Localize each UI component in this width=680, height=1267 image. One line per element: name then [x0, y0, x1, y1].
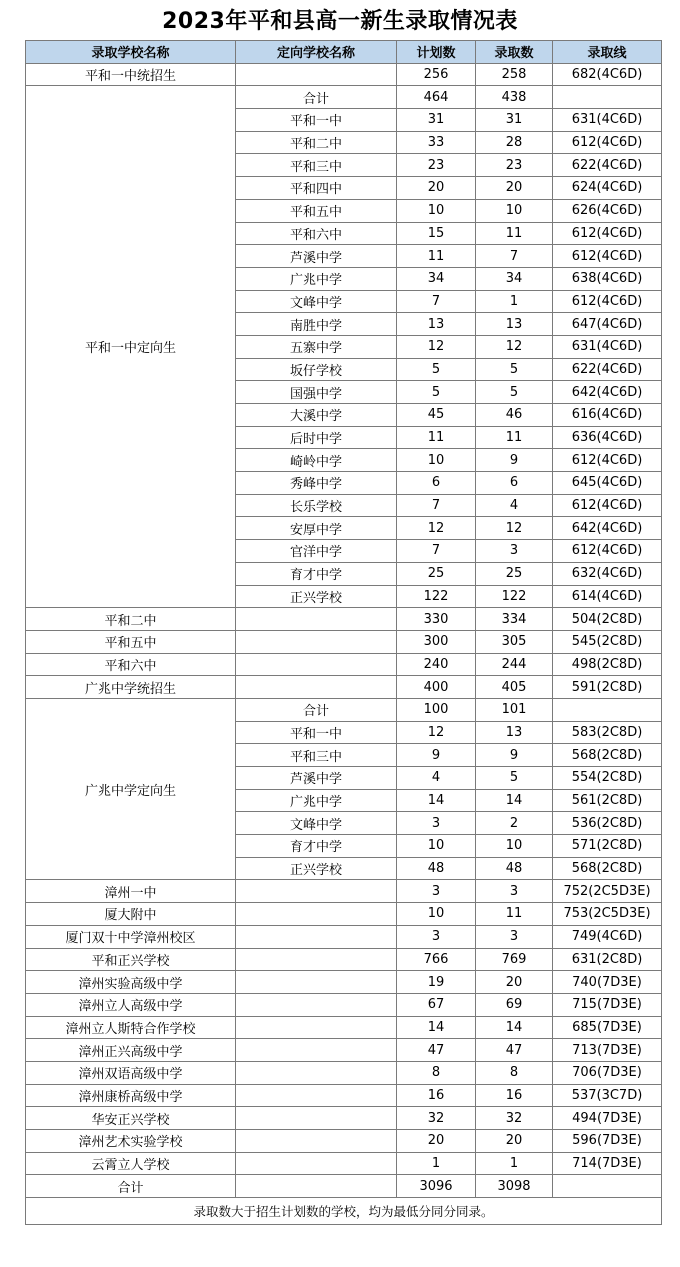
cell-cutoff: 583(2C8D) [553, 721, 662, 744]
cell-plan: 19 [397, 971, 476, 994]
cell-directed-school: 广兆中学 [236, 267, 397, 290]
cell-plan: 10 [397, 835, 476, 858]
cell-admitted: 48 [476, 857, 553, 880]
cell-plan: 100 [397, 698, 476, 721]
cell-admitted: 69 [476, 993, 553, 1016]
cell-admitted: 3098 [476, 1175, 553, 1198]
cell-plan: 13 [397, 313, 476, 336]
cell-cutoff: 596(7D3E) [553, 1130, 662, 1153]
table-row [26, 971, 662, 994]
table-row [26, 1130, 662, 1153]
cell-admitted: 5 [476, 358, 553, 381]
cell-school-name: 漳州立人高级中学 [26, 993, 236, 1016]
cell-directed-school [236, 948, 397, 971]
cell-cutoff: 536(2C8D) [553, 812, 662, 835]
cell-school-name: 平和一中统招生 [26, 63, 236, 86]
column-header-admitted: 录取数 [476, 41, 553, 64]
cell-admitted: 10 [476, 199, 553, 222]
table-header-row [26, 41, 662, 64]
cell-cutoff: 642(4C6D) [553, 381, 662, 404]
table-row [26, 63, 662, 86]
cell-plan: 14 [397, 789, 476, 812]
cell-directed-school [236, 1061, 397, 1084]
cell-directed-school [236, 676, 397, 699]
cell-plan: 31 [397, 109, 476, 132]
table-row [26, 948, 662, 971]
cell-directed-school [236, 1175, 397, 1198]
cell-directed-school: 平和四中 [236, 177, 397, 200]
cell-cutoff: 616(4C6D) [553, 404, 662, 427]
table-row [26, 1152, 662, 1175]
cell-admitted: 3 [476, 880, 553, 903]
table-row [26, 630, 662, 653]
cell-school-name: 漳州一中 [26, 880, 236, 903]
table-row [26, 676, 662, 699]
cell-plan: 67 [397, 993, 476, 1016]
table-row [26, 1084, 662, 1107]
cell-admitted: 34 [476, 267, 553, 290]
cell-directed-school [236, 653, 397, 676]
cell-cutoff: 561(2C8D) [553, 789, 662, 812]
cell-cutoff: 591(2C8D) [553, 676, 662, 699]
cell-admitted: 122 [476, 585, 553, 608]
cell-admitted: 1 [476, 290, 553, 313]
cell-directed-school: 后时中学 [236, 426, 397, 449]
cell-cutoff: 612(4C6D) [553, 222, 662, 245]
cell-cutoff: 612(4C6D) [553, 131, 662, 154]
cell-school-name: 平和一中定向生 [26, 86, 236, 608]
cell-admitted: 244 [476, 653, 553, 676]
footnote: 录取数大于招生计划数的学校，均为最低分同分同录。 [26, 1198, 662, 1225]
cell-cutoff: 545(2C8D) [553, 630, 662, 653]
cell-cutoff: 568(2C8D) [553, 857, 662, 880]
cell-admitted: 31 [476, 109, 553, 132]
cell-school-name: 平和二中 [26, 608, 236, 631]
cell-school-name: 漳州艺术实验学校 [26, 1130, 236, 1153]
column-header-school: 录取学校名称 [26, 41, 236, 64]
cell-cutoff: 753(2C5D3E) [553, 903, 662, 926]
cell-admitted: 1 [476, 1152, 553, 1175]
cell-plan: 5 [397, 358, 476, 381]
cell-cutoff: 494(7D3E) [553, 1107, 662, 1130]
cell-directed-school [236, 1152, 397, 1175]
cell-directed-school: 安厚中学 [236, 517, 397, 540]
cell-plan: 8 [397, 1061, 476, 1084]
cell-admitted: 7 [476, 245, 553, 268]
admission-table [25, 40, 662, 1225]
cell-plan: 10 [397, 449, 476, 472]
cell-admitted: 405 [476, 676, 553, 699]
cell-directed-school: 大溪中学 [236, 404, 397, 427]
cell-cutoff: 622(4C6D) [553, 358, 662, 381]
cell-directed-school: 芦溪中学 [236, 245, 397, 268]
cell-school-name: 平和正兴学校 [26, 948, 236, 971]
cell-directed-school [236, 1084, 397, 1107]
cell-admitted: 4 [476, 494, 553, 517]
note-row [26, 1198, 662, 1225]
cell-plan: 7 [397, 494, 476, 517]
cell-plan: 12 [397, 517, 476, 540]
cell-school-name: 漳州双语高级中学 [26, 1061, 236, 1084]
cell-admitted: 12 [476, 335, 553, 358]
column-header-cutoff: 录取线 [553, 41, 662, 64]
cell-admitted: 11 [476, 903, 553, 926]
cell-plan: 7 [397, 540, 476, 563]
cell-plan: 15 [397, 222, 476, 245]
cell-directed-school: 芦溪中学 [236, 767, 397, 790]
cell-admitted: 23 [476, 154, 553, 177]
cell-admitted: 334 [476, 608, 553, 631]
cell-directed-school: 文峰中学 [236, 812, 397, 835]
cell-directed-school [236, 971, 397, 994]
cell-admitted: 47 [476, 1039, 553, 1062]
cell-cutoff: 685(7D3E) [553, 1016, 662, 1039]
cell-directed-school: 育才中学 [236, 835, 397, 858]
cell-admitted: 769 [476, 948, 553, 971]
cell-school-name: 华安正兴学校 [26, 1107, 236, 1130]
cell-plan: 10 [397, 903, 476, 926]
cell-directed-school: 秀峰中学 [236, 472, 397, 495]
cell-cutoff: 554(2C8D) [553, 767, 662, 790]
cell-cutoff: 631(4C6D) [553, 109, 662, 132]
cell-cutoff: 638(4C6D) [553, 267, 662, 290]
cell-admitted: 8 [476, 1061, 553, 1084]
cell-cutoff [553, 86, 662, 109]
cell-plan: 45 [397, 404, 476, 427]
cell-cutoff: 682(4C6D) [553, 63, 662, 86]
cell-directed-school [236, 880, 397, 903]
cell-admitted: 13 [476, 313, 553, 336]
cell-plan: 3 [397, 925, 476, 948]
cell-plan: 20 [397, 1130, 476, 1153]
cell-directed-school: 文峰中学 [236, 290, 397, 313]
cell-school-name: 漳州正兴高级中学 [26, 1039, 236, 1062]
cell-admitted: 11 [476, 426, 553, 449]
cell-directed-school: 广兆中学 [236, 789, 397, 812]
table-body [26, 63, 662, 1224]
cell-admitted: 20 [476, 177, 553, 200]
cell-cutoff: 612(4C6D) [553, 290, 662, 313]
cell-plan: 300 [397, 630, 476, 653]
cell-cutoff: 612(4C6D) [553, 494, 662, 517]
cell-admitted: 14 [476, 1016, 553, 1039]
cell-cutoff [553, 1175, 662, 1198]
table-row [26, 903, 662, 926]
cell-cutoff: 537(3C7D) [553, 1084, 662, 1107]
cell-directed-school: 南胜中学 [236, 313, 397, 336]
cell-school-name: 云霄立人学校 [26, 1152, 236, 1175]
cell-cutoff: 626(4C6D) [553, 199, 662, 222]
cell-plan: 330 [397, 608, 476, 631]
cell-cutoff: 498(2C8D) [553, 653, 662, 676]
cell-directed-school: 官洋中学 [236, 540, 397, 563]
cell-cutoff: 706(7D3E) [553, 1061, 662, 1084]
cell-admitted: 10 [476, 835, 553, 858]
cell-directed-school: 长乐学校 [236, 494, 397, 517]
cell-directed-school: 育才中学 [236, 562, 397, 585]
page-title: 2023年平和县高一新生录取情况表 [162, 9, 518, 34]
cell-cutoff: 631(2C8D) [553, 948, 662, 971]
table-row [26, 653, 662, 676]
cell-admitted: 20 [476, 971, 553, 994]
cell-admitted: 28 [476, 131, 553, 154]
cell-directed-school [236, 630, 397, 653]
cell-cutoff: 715(7D3E) [553, 993, 662, 1016]
cell-plan: 5 [397, 381, 476, 404]
cell-directed-school: 坂仔学校 [236, 358, 397, 381]
cell-admitted: 5 [476, 381, 553, 404]
cell-plan: 3 [397, 880, 476, 903]
cell-plan: 256 [397, 63, 476, 86]
cell-admitted: 2 [476, 812, 553, 835]
cell-directed-school [236, 608, 397, 631]
cell-plan: 464 [397, 86, 476, 109]
cell-directed-school: 正兴学校 [236, 857, 397, 880]
cell-cutoff: 624(4C6D) [553, 177, 662, 200]
cell-plan: 6 [397, 472, 476, 495]
cell-plan: 11 [397, 426, 476, 449]
cell-plan: 23 [397, 154, 476, 177]
cell-admitted: 20 [476, 1130, 553, 1153]
cell-admitted: 25 [476, 562, 553, 585]
cell-cutoff [553, 698, 662, 721]
cell-directed-school: 国强中学 [236, 381, 397, 404]
cell-cutoff: 714(7D3E) [553, 1152, 662, 1175]
cell-cutoff: 647(4C6D) [553, 313, 662, 336]
cell-cutoff: 752(2C5D3E) [553, 880, 662, 903]
cell-admitted: 101 [476, 698, 553, 721]
cell-cutoff: 636(4C6D) [553, 426, 662, 449]
cell-directed-school [236, 903, 397, 926]
cell-directed-school: 平和一中 [236, 109, 397, 132]
table-row [26, 1061, 662, 1084]
cell-cutoff: 504(2C8D) [553, 608, 662, 631]
cell-plan: 20 [397, 177, 476, 200]
cell-cutoff: 612(4C6D) [553, 540, 662, 563]
table-row [26, 1039, 662, 1062]
cell-directed-school [236, 925, 397, 948]
cell-plan: 14 [397, 1016, 476, 1039]
cell-admitted: 3 [476, 540, 553, 563]
cell-directed-school [236, 1130, 397, 1153]
cell-directed-school: 正兴学校 [236, 585, 397, 608]
cell-school-name: 平和五中 [26, 630, 236, 653]
column-header-plan: 计划数 [397, 41, 476, 64]
cell-cutoff: 614(4C6D) [553, 585, 662, 608]
cell-plan: 3096 [397, 1175, 476, 1198]
cell-directed-school [236, 1107, 397, 1130]
table-row [26, 86, 662, 109]
cell-school-name: 平和六中 [26, 653, 236, 676]
cell-plan: 10 [397, 199, 476, 222]
cell-plan: 25 [397, 562, 476, 585]
cell-plan: 16 [397, 1084, 476, 1107]
cell-admitted: 11 [476, 222, 553, 245]
table-row [26, 925, 662, 948]
cell-cutoff: 622(4C6D) [553, 154, 662, 177]
table-row [26, 608, 662, 631]
cell-directed-school: 合计 [236, 698, 397, 721]
column-header-directed-school: 定向学校名称 [236, 41, 397, 64]
cell-directed-school: 平和二中 [236, 131, 397, 154]
cell-plan: 240 [397, 653, 476, 676]
cell-school-name: 厦门双十中学漳州校区 [26, 925, 236, 948]
cell-admitted: 9 [476, 744, 553, 767]
cell-school-name: 漳州康桥高级中学 [26, 1084, 236, 1107]
cell-cutoff: 740(7D3E) [553, 971, 662, 994]
cell-plan: 34 [397, 267, 476, 290]
cell-school-name: 漳州实验高级中学 [26, 971, 236, 994]
cell-plan: 1 [397, 1152, 476, 1175]
cell-directed-school: 平和一中 [236, 721, 397, 744]
cell-admitted: 6 [476, 472, 553, 495]
cell-admitted: 258 [476, 63, 553, 86]
cell-directed-school: 五寨中学 [236, 335, 397, 358]
cell-admitted: 13 [476, 721, 553, 744]
cell-admitted: 16 [476, 1084, 553, 1107]
cell-plan: 11 [397, 245, 476, 268]
table-row [26, 1107, 662, 1130]
cell-cutoff: 642(4C6D) [553, 517, 662, 540]
cell-directed-school: 崎岭中学 [236, 449, 397, 472]
cell-school-name: 广兆中学定向生 [26, 698, 236, 880]
cell-plan: 122 [397, 585, 476, 608]
cell-admitted: 438 [476, 86, 553, 109]
cell-admitted: 12 [476, 517, 553, 540]
table-row [26, 1016, 662, 1039]
cell-plan: 33 [397, 131, 476, 154]
cell-plan: 7 [397, 290, 476, 313]
table-row [26, 993, 662, 1016]
cell-cutoff: 631(4C6D) [553, 335, 662, 358]
cell-directed-school [236, 63, 397, 86]
cell-school-name: 漳州立人斯特合作学校 [26, 1016, 236, 1039]
cell-cutoff: 632(4C6D) [553, 562, 662, 585]
cell-directed-school [236, 1039, 397, 1062]
cell-directed-school: 平和三中 [236, 154, 397, 177]
cell-school-name: 合计 [26, 1175, 236, 1198]
cell-admitted: 9 [476, 449, 553, 472]
cell-directed-school: 平和六中 [236, 222, 397, 245]
cell-directed-school: 平和三中 [236, 744, 397, 767]
cell-plan: 3 [397, 812, 476, 835]
cell-plan: 12 [397, 721, 476, 744]
cell-plan: 32 [397, 1107, 476, 1130]
cell-plan: 9 [397, 744, 476, 767]
table-row [26, 880, 662, 903]
cell-admitted: 14 [476, 789, 553, 812]
cell-plan: 4 [397, 767, 476, 790]
cell-directed-school: 平和五中 [236, 199, 397, 222]
cell-admitted: 46 [476, 404, 553, 427]
cell-plan: 400 [397, 676, 476, 699]
cell-cutoff: 749(4C6D) [553, 925, 662, 948]
cell-cutoff: 645(4C6D) [553, 472, 662, 495]
cell-cutoff: 713(7D3E) [553, 1039, 662, 1062]
cell-plan: 12 [397, 335, 476, 358]
cell-admitted: 5 [476, 767, 553, 790]
cell-directed-school [236, 993, 397, 1016]
cell-cutoff: 568(2C8D) [553, 744, 662, 767]
cell-admitted: 32 [476, 1107, 553, 1130]
cell-plan: 766 [397, 948, 476, 971]
cell-admitted: 3 [476, 925, 553, 948]
cell-cutoff: 612(4C6D) [553, 245, 662, 268]
table-row [26, 1175, 662, 1198]
table-row [26, 698, 662, 721]
cell-school-name: 广兆中学统招生 [26, 676, 236, 699]
cell-cutoff: 571(2C8D) [553, 835, 662, 858]
cell-plan: 47 [397, 1039, 476, 1062]
cell-admitted: 305 [476, 630, 553, 653]
cell-cutoff: 612(4C6D) [553, 449, 662, 472]
cell-directed-school: 合计 [236, 86, 397, 109]
cell-directed-school [236, 1016, 397, 1039]
cell-plan: 48 [397, 857, 476, 880]
cell-school-name: 厦大附中 [26, 903, 236, 926]
